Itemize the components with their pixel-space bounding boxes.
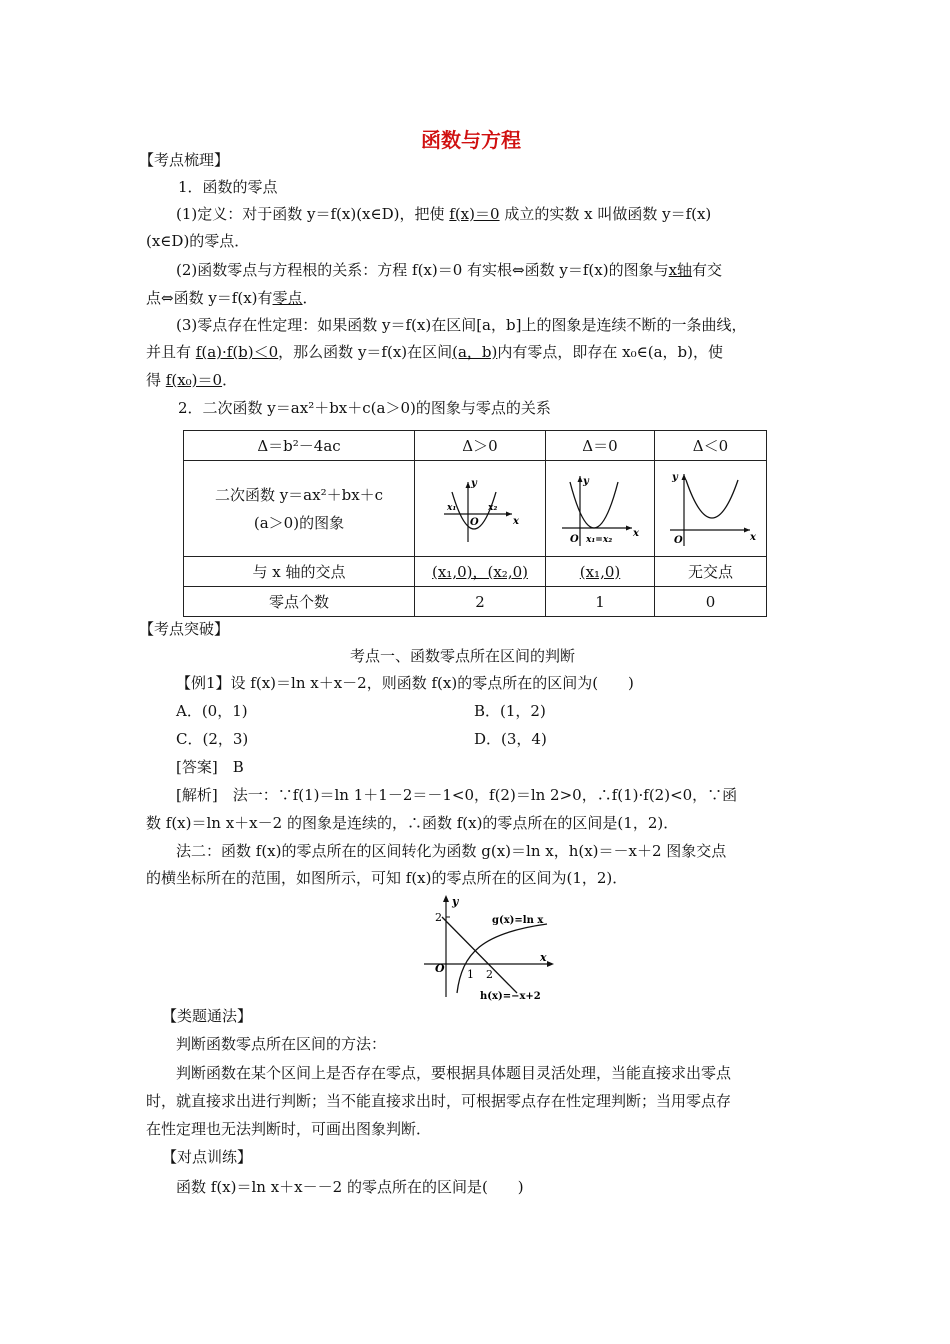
graph-x1-equals-x2-label: x₁=x₂ xyxy=(586,534,613,545)
option-c: C．(2，3) xyxy=(176,730,249,748)
section-heading-duidian: 【对点训练】 xyxy=(162,1148,253,1166)
analysis-line-3: 法二：函数 f(x)的零点所在的区间转化为函数 g(x)＝ln x，h(x)＝－x＋2 图象交点 xyxy=(176,842,727,860)
method-heading: 判断函数零点所在区间的方法： xyxy=(176,1035,387,1053)
theorem-text-4: 得 xyxy=(146,371,162,389)
graph-x-label: x xyxy=(749,531,756,543)
kaodian-1-heading: 考点一、函数零点所在区间的判断 xyxy=(350,647,576,665)
theorem-underlined-x0: f(x₀)＝0 xyxy=(165,371,223,389)
method-line-2: 时，就直接求出进行判断；当不能直接求出时，可根据零点存在性定理判断；当用零点存 xyxy=(146,1092,732,1110)
graph-y-label: y xyxy=(671,471,678,483)
theorem-underlined-product: f(a)·f(b)＜0 xyxy=(195,343,279,361)
option-a: A．(0，1) xyxy=(176,702,248,720)
theorem-text: 并且有 xyxy=(146,343,192,361)
definition-text-2: 成立的实数 x 叫做函数 y＝f(x) xyxy=(504,205,712,223)
zero-count-none: 0 xyxy=(655,587,767,617)
theorem-text-5: ． xyxy=(222,371,238,389)
figure-x-tick-1: 1 xyxy=(467,968,474,981)
graph-x1-label: x₁ xyxy=(447,502,457,513)
analysis-line-1: [解析] 法一：∵f(1)＝ln 1＋1－2＝－1<0，f(2)＝ln 2>0，∴f(1)·f(2)<0，∵函 xyxy=(176,786,738,804)
figure-y-label: y xyxy=(452,895,459,908)
intersection-figure xyxy=(422,893,562,1001)
graph-label-line-1: 二次函数 y＝ax²＋bx＋c xyxy=(214,485,384,504)
theorem-line-3 xyxy=(146,370,237,390)
definition-line-1 xyxy=(176,204,711,224)
table-row-zero-count-label: 零点个数 xyxy=(184,587,415,617)
graph-cell-two-roots xyxy=(415,461,546,557)
section-heading-kaodian: 【考点梳理】 xyxy=(139,151,230,169)
definition-underlined: f(x)＝0 xyxy=(449,205,500,223)
zero-count-one: 1 xyxy=(546,587,655,617)
intersection-one-root xyxy=(546,557,655,587)
graph-cell-one-root xyxy=(546,461,655,557)
answer-line: [答案] B xyxy=(176,758,244,776)
option-d: D．(3，4) xyxy=(474,730,547,748)
method-line-3: 在性定理也无法判断时，可画出图象判断． xyxy=(146,1120,432,1138)
parabola-no-root-graph xyxy=(666,470,756,550)
theorem-text-2: ，那么函数 y＝f(x)在区间 xyxy=(278,343,453,361)
theorem-underlined-interval: (a，b) xyxy=(452,343,498,361)
intersection-two-roots xyxy=(415,557,546,587)
section-heading-tupo: 【考点突破】 xyxy=(139,620,230,638)
graph-x-label: x xyxy=(633,527,639,539)
point-1-heading: 1．函数的零点 xyxy=(178,178,278,196)
figure-g-label: g(x)=ln x xyxy=(492,915,544,926)
table-header-negative: Δ＜0 xyxy=(655,431,767,461)
definition-text: (1)定义：对于函数 y＝f(x)(x∈D)，把使 xyxy=(176,205,445,223)
graph-y-label: y xyxy=(471,477,477,489)
graph-y-label: y xyxy=(583,475,589,487)
graph-origin-label: O xyxy=(470,516,479,528)
graph-x2-label: x₂ xyxy=(488,502,498,513)
relation-underlined-zero: 零点 xyxy=(272,289,303,307)
option-b: B．(1，2) xyxy=(474,702,546,720)
graph-cell-no-root xyxy=(655,461,767,557)
relation-text-2: 有交 xyxy=(692,261,723,279)
graph-origin-label: O xyxy=(673,534,683,546)
relation-line-1 xyxy=(176,260,722,280)
parabola-one-root-graph xyxy=(558,470,642,550)
table-header-discriminant: Δ＝b²－4ac xyxy=(184,431,415,461)
intersection-no-root: 无交点 xyxy=(655,557,767,587)
example-1-question: 【例1】设 f(x)＝ln x＋x－2，则函数 f(x)的零点所在的区间为( ) xyxy=(176,674,634,692)
intersection-one-root-value: (x₁,0) xyxy=(579,562,621,581)
relation-text-4: ． xyxy=(302,289,318,307)
definition-line-2: (x∈D)的零点． xyxy=(146,232,250,250)
table-header-zero: Δ＝0 xyxy=(546,431,655,461)
table-row-intersection-label: 与 x 轴的交点 xyxy=(184,557,415,587)
graph-label-line-2: (a＞0)的图象 xyxy=(253,513,345,532)
relation-underlined-axis: x轴 xyxy=(668,261,693,279)
zero-count-two: 2 xyxy=(415,587,546,617)
theorem-text-3: 内有零点，即存在 x₀∈(a，b)，使 xyxy=(497,343,723,361)
figure-x-label: x xyxy=(540,951,547,964)
relation-text-3: 点⇔函数 y＝f(x)有 xyxy=(146,289,273,307)
method-line-1: 判断函数在某个区间上是否存在零点，要根据具体题目灵活处理，当能直接求出零点 xyxy=(176,1064,732,1082)
figure-h-label: h(x)=−x+2 xyxy=(480,991,541,1001)
point-2-heading: 2．二次函数 y＝ax²＋bx＋c(a＞0)的图象与零点的关系 xyxy=(178,399,551,417)
table-header-positive: Δ＞0 xyxy=(415,431,546,461)
theorem-line-1: (3)零点存在性定理：如果函数 y＝f(x)在区间[a，b]上的图象是连续不断的一条曲线， xyxy=(176,316,747,334)
quadratic-table xyxy=(183,430,767,617)
relation-line-2 xyxy=(146,288,318,308)
figure-x-tick-2: 2 xyxy=(486,968,493,981)
section-heading-leiti: 【类题通法】 xyxy=(162,1007,253,1025)
relation-text: (2)函数零点与方程根的关系：方程 f(x)＝0 有实根⇔函数 y＝f(x)的图象与 xyxy=(176,261,669,279)
figure-origin-label: O xyxy=(435,962,445,975)
graph-x-label: x xyxy=(513,515,519,527)
practice-question: 函数 f(x)＝ln x＋x－－2 的零点所在的区间是( ) xyxy=(176,1178,524,1196)
table-row-graph-label xyxy=(184,461,415,557)
analysis-line-2: 数 f(x)＝ln x＋x－2 的图象是连续的，∴函数 f(x)的零点所在的区间是(1，2)． xyxy=(146,814,679,832)
graph-origin-label: O xyxy=(570,533,579,545)
analysis-line-4: 的横坐标所在的范围，如图所示，可知 f(x)的零点所在的区间为(1，2)． xyxy=(146,869,628,887)
parabola-two-roots-graph xyxy=(440,476,520,546)
page-title: 函数与方程 xyxy=(421,128,521,152)
theorem-line-2 xyxy=(146,342,723,362)
figure-y-tick-2: 2 xyxy=(435,911,442,924)
intersection-two-roots-value: (x₁,0)，(x₂,0) xyxy=(432,562,528,581)
